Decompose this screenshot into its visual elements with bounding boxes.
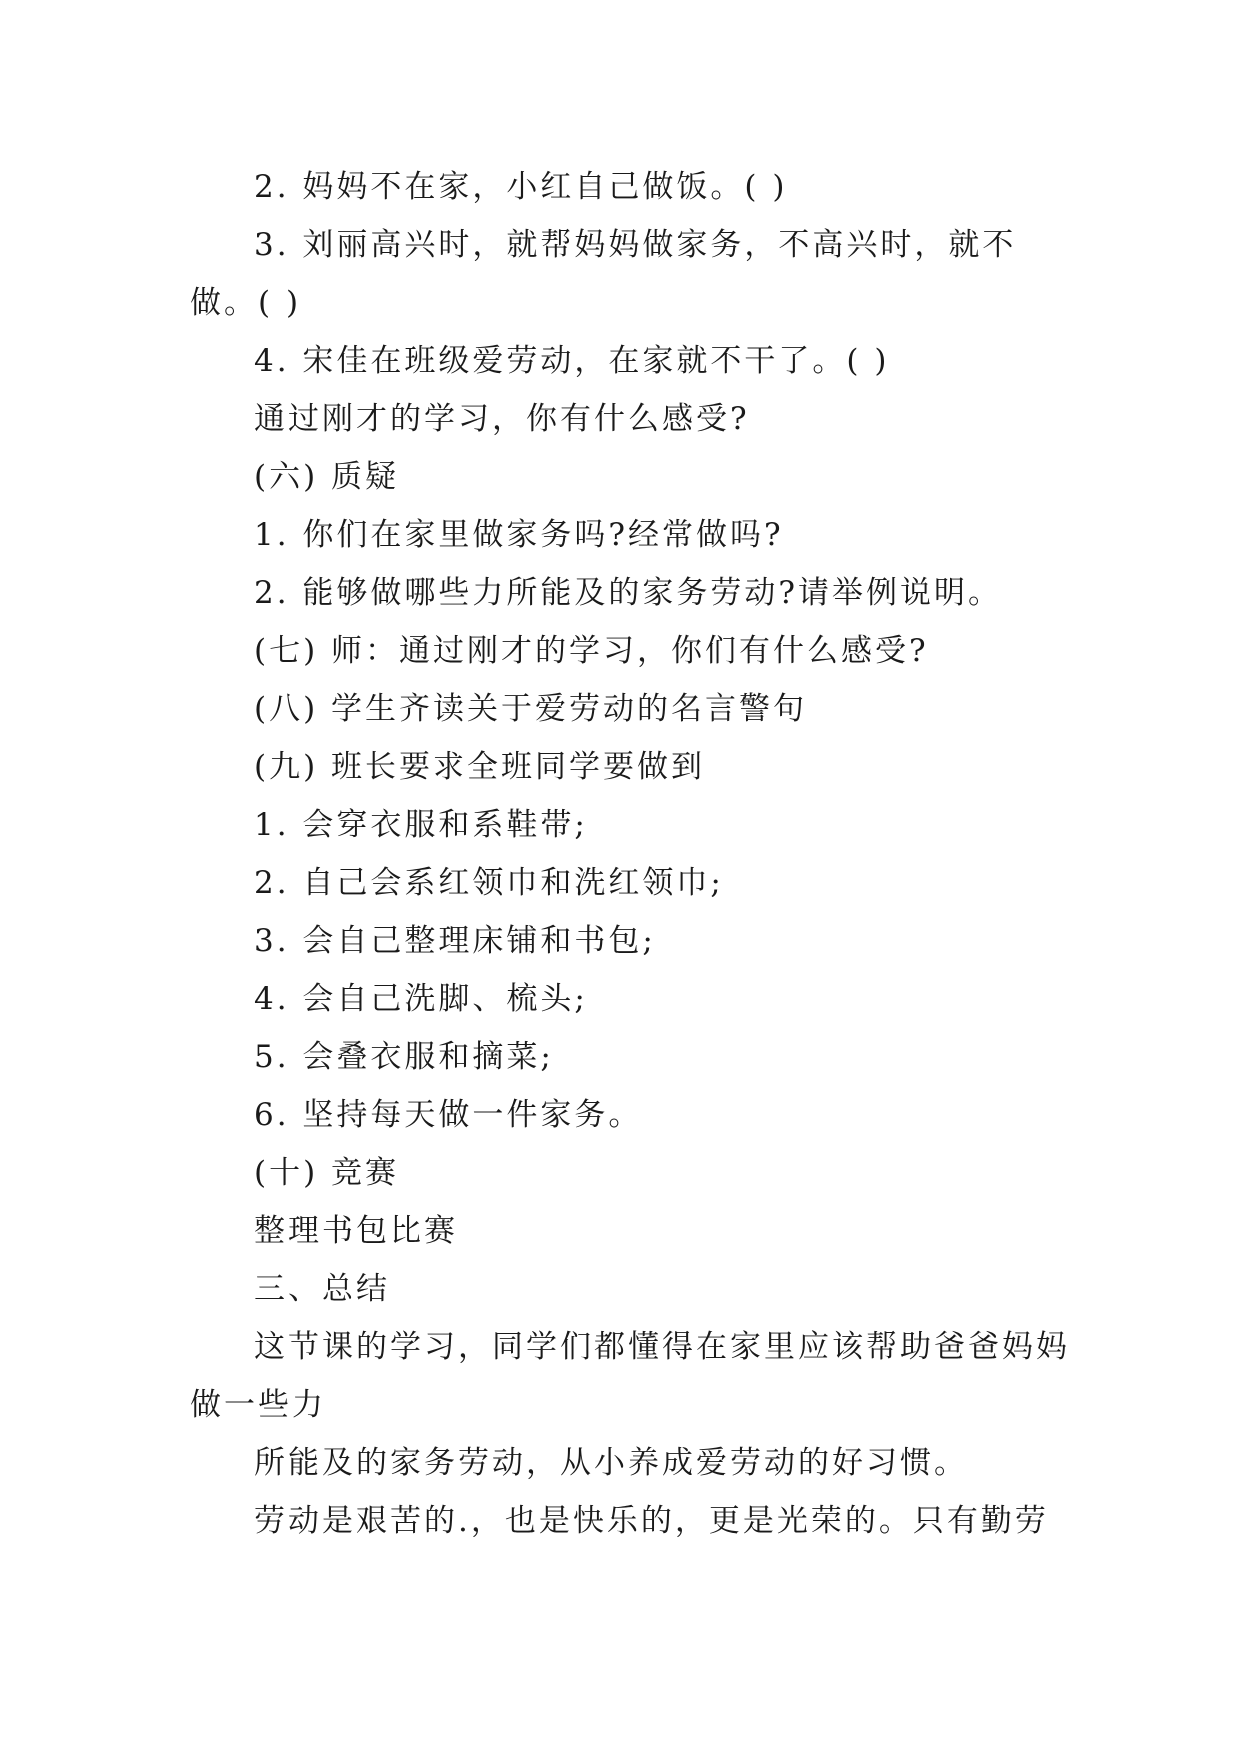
section-heading: (十) 竞赛 [254,1155,400,1191]
section-heading: (六) 质疑 [254,459,400,495]
paragraph: 所能及的家务劳动，从小养成爱劳动的好习惯。 [254,1445,968,1481]
paragraph: 劳动是艰苦的.，也是快乐的，更是光荣的。只有勤劳 [254,1503,1049,1539]
list-item: 4. 会自己洗脚、梳头; [254,981,588,1017]
section-heading: (七) 师：通过刚才的学习，你们有什么感受? [254,633,929,669]
list-item: 1. 会穿衣服和系鞋带; [254,807,588,843]
paragraph: 这节课的学习，同学们都懂得在家里应该帮助爸爸妈妈做一些力 [190,1329,1070,1423]
paragraph: 整理书包比赛 [254,1213,458,1249]
paragraph: 通过刚才的学习，你有什么感受? [254,401,750,437]
paragraph: 1. 你们在家里做家务吗?经常做吗? [254,517,784,553]
list-item: 2. 自己会系红领巾和洗红领巾; [254,865,724,901]
paragraph: 2. 妈妈不在家，小红自己做饭。( ) [254,169,788,205]
list-item: 5. 会叠衣服和摘菜; [254,1039,554,1075]
list-item: 3. 会自己整理床铺和书包; [254,923,656,959]
paragraph: 2. 能够做哪些力所能及的家务劳动?请举例说明。 [254,575,1003,611]
section-heading: (九) 班长要求全班同学要做到 [254,749,706,785]
section-heading: 三、总结 [254,1271,390,1307]
paragraph: 3. 刘丽高兴时，就帮妈妈做家务，不高兴时，就不做。( ) [190,227,1017,321]
paragraph: 4. 宋佳在班级爱劳动，在家就不干了。( ) [254,343,890,379]
section-heading: (八) 学生齐读关于爱劳动的名言警句 [254,691,808,727]
document-body [190,158,1070,1550]
list-item: 6. 坚持每天做一件家务。 [254,1097,643,1133]
